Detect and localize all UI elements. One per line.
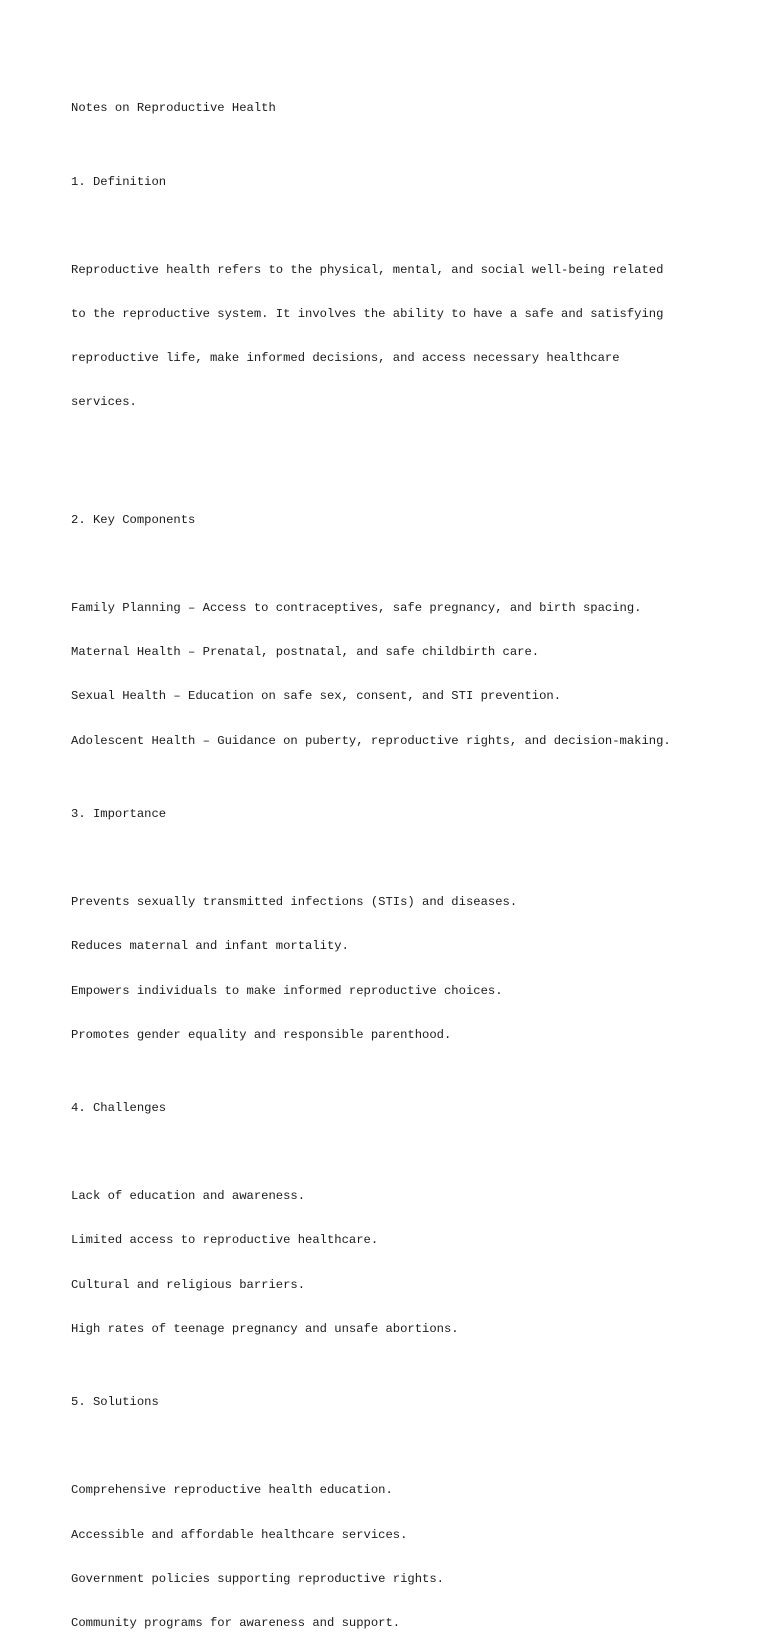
section-heading-solutions: 5. Solutions (71, 1395, 159, 1410)
section-heading-definition: 1. Definition (71, 174, 167, 189)
list-item: Empowers individuals to make informed reproductive choices. (71, 983, 503, 998)
list-item: Prevents sexually transmitted infections (STIs) and diseases. (71, 895, 518, 910)
list-item: Community programs for awareness and support. (71, 1615, 401, 1630)
list-item: Family Planning – Access to contraceptives, safe pregnancy, and birth spacing. (71, 601, 642, 616)
list-item: Lack of education and awareness. (71, 1189, 306, 1204)
list-item: Maternal Health – Prenatal, postnatal, and safe childbirth care. (71, 645, 540, 660)
list-item: Cultural and religious barriers. (71, 1277, 306, 1292)
list-item: Limited access to reproductive healthcare. (71, 1233, 379, 1248)
list-item: Reduces maternal and infant mortality. (71, 939, 349, 954)
list-item: Government policies supporting reproductive rights. (71, 1571, 444, 1586)
spacer (71, 851, 731, 866)
definition-line: Reproductive health refers to the physical, mental, and social well-being related (71, 263, 664, 278)
definition-line: reproductive life, make informed decisions, and access necessary healthcare (71, 351, 620, 366)
spacer (71, 1145, 731, 1160)
spacer (71, 557, 731, 572)
list-item: Adolescent Health – Guidance on puberty, reproductive rights, and decision-making. (71, 733, 671, 748)
document-page (71, 72, 731, 1645)
document-title: Notes on Reproductive Health (71, 101, 276, 116)
definition-line: to the reproductive system. It involves the ability to have a safe and satisfying (71, 307, 664, 322)
list-item: Accessible and affordable healthcare services. (71, 1527, 408, 1542)
spacer (71, 1439, 731, 1454)
section-heading-challenges: 4. Challenges (71, 1101, 167, 1116)
definition-line: services. (71, 395, 137, 410)
list-item: Comprehensive reproductive health education. (71, 1483, 393, 1498)
section-heading-importance: 3. Importance (71, 807, 167, 822)
section-heading-key-components: 2. Key Components (71, 513, 196, 528)
list-item: Promotes gender equality and responsible parenthood. (71, 1027, 452, 1042)
spacer (71, 440, 731, 455)
list-item: High rates of teenage pregnancy and unsafe abortions. (71, 1321, 459, 1336)
list-item: Sexual Health – Education on safe sex, consent, and STI prevention. (71, 689, 562, 704)
spacer (71, 219, 731, 234)
